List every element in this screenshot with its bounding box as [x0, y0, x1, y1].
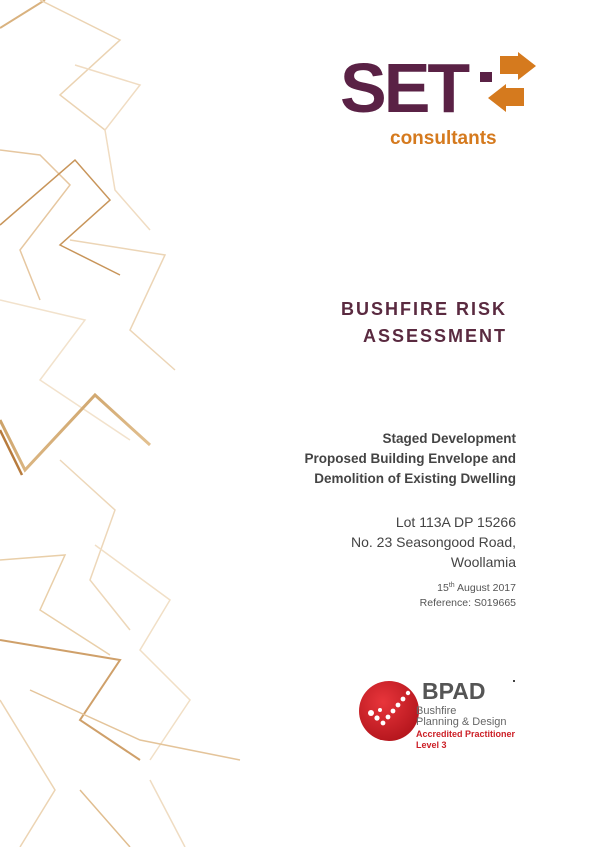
document-meta: [420, 581, 516, 611]
bpad-line-3: Accredited Practitioner: [416, 729, 516, 739]
logo-wordmark: SET: [340, 49, 468, 127]
double-arrow-icon: [478, 52, 546, 120]
address-line-3: Woollamia: [450, 554, 516, 570]
address-line-1: Lot 113A DP 15266: [395, 514, 516, 530]
bpad-badge: [358, 680, 528, 766]
stray-mark: [513, 680, 515, 682]
date-rest: August 2017: [454, 582, 516, 594]
logo-subtitle: consultants: [390, 128, 497, 149]
bpad-line-1: Bushfire: [416, 705, 457, 717]
bpad-tick-icon: [358, 680, 420, 742]
project-description: [304, 429, 516, 489]
title-line-1: BUSHFIRE RISK: [340, 299, 507, 319]
project-line-2: Proposed Building Envelope and: [304, 451, 516, 466]
date-day: 15: [437, 582, 449, 594]
site-address: [351, 512, 516, 572]
address-line-2: No. 23 Seasongood Road,: [350, 534, 516, 550]
document-date: [420, 581, 516, 596]
project-line-3: Demolition of Existing Dwelling: [314, 471, 516, 486]
bpad-line-2: Planning & Design: [416, 716, 507, 728]
title-line-2: ASSESSMENT: [362, 326, 507, 346]
document-title: [341, 296, 507, 350]
bpad-line-4: Level 3: [416, 740, 447, 750]
set-consultants-logo: [338, 49, 548, 152]
bpad-name: BPAD: [422, 678, 486, 704]
document-reference: Reference: S019665: [419, 597, 516, 609]
project-line-1: Staged Development: [382, 431, 516, 446]
date-suffix: th: [448, 582, 455, 589]
